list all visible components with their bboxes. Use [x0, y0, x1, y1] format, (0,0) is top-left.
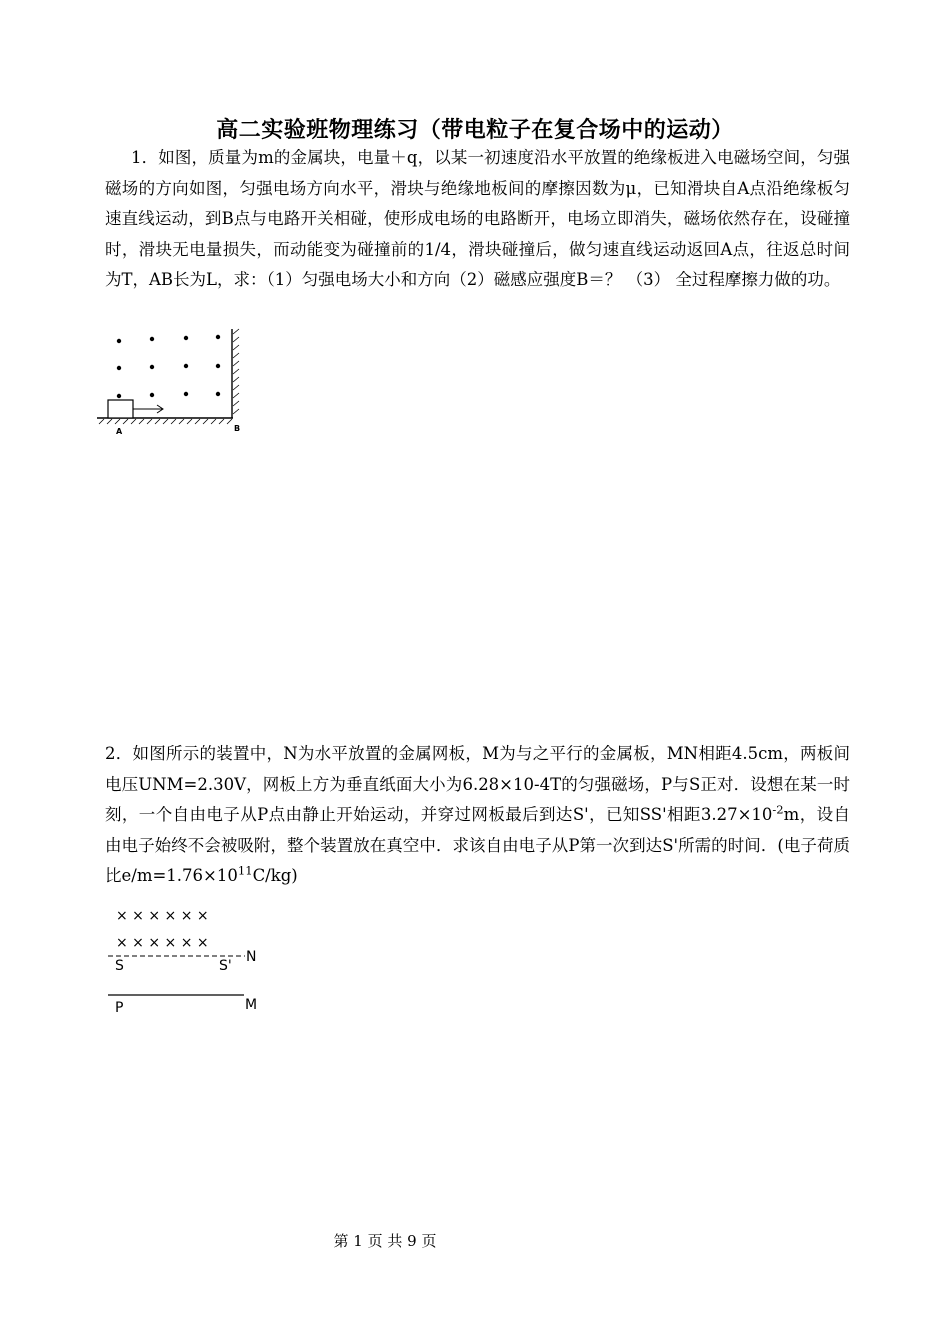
label-b: B — [234, 424, 241, 433]
insulating-floor — [97, 418, 233, 424]
label-s: S — [115, 958, 124, 974]
label-m: M — [245, 997, 258, 1013]
metal-block — [108, 400, 133, 418]
label-p: P — [115, 1000, 124, 1016]
label-n: N — [246, 949, 257, 965]
velocity-arrow — [133, 405, 163, 413]
exponent-1: -2 — [772, 802, 784, 817]
label-a: A — [116, 427, 123, 436]
question-2-text: 2．如图所示的装置中，N为水平放置的金属网板，M为与之平行的金属板，MN相距4.5cm，两板间电压UNM=2.30V，网板上方为垂直纸面大小为6.28×10-4T的匀强磁场，P与S正对．设想在某一时刻，一个自由电子从P点由静止开始运动，并穿过网板最后到达S'，已知SS'相距$3.27\times 10^{-2}m$，设自由电子始终不会被吸附，整个装置放在真空中．求该自由电子从P第一次到达S'所需的时间．(电子荷质比$e/m=1.76\times 10^{11}C/kg$) — [105, 744, 850, 885]
wall-at-b — [232, 329, 239, 418]
page-footer: 第 1 页 共 9 页 — [333, 1232, 437, 1250]
page-title: 高二实验班物理练习（带电粒子在复合场中的运动） — [216, 117, 734, 143]
label-s-prime: S' — [219, 958, 232, 974]
question-2-figure — [103, 900, 273, 1020]
question-1-figure — [95, 326, 245, 438]
magnetic-field-dots — [117, 335, 220, 398]
magnetic-field-crosses-row-2: × × × × × × — [116, 935, 209, 951]
exponent-2: 11 — [237, 863, 253, 878]
magnetic-field-crosses-row-1: × × × × × × — [116, 908, 209, 924]
question-1-text: 1．如图，质量为m的金属块，电量＋q，以某一初速度沿水平放置的绝缘板进入电磁场空间，匀强磁场的方向如图，匀强电场方向水平，滑块与绝缘地板间的摩擦因数为μ，已知滑块自A点沿绝缘板匀速直线运动，到B点与电路开关相碰，使形成电场的电路断开，电场立即消失，磁场依然存在，设碰撞时，滑块无电量损失，而动能变为碰撞前的1/4，滑块碰撞后，做匀速直线运动返回A点，往返总时间为T，AB长为L，求：（1）匀强电场大小和方向（2）磁感应强度B＝？ （3） 全过程摩擦力做的功。 — [105, 148, 850, 289]
